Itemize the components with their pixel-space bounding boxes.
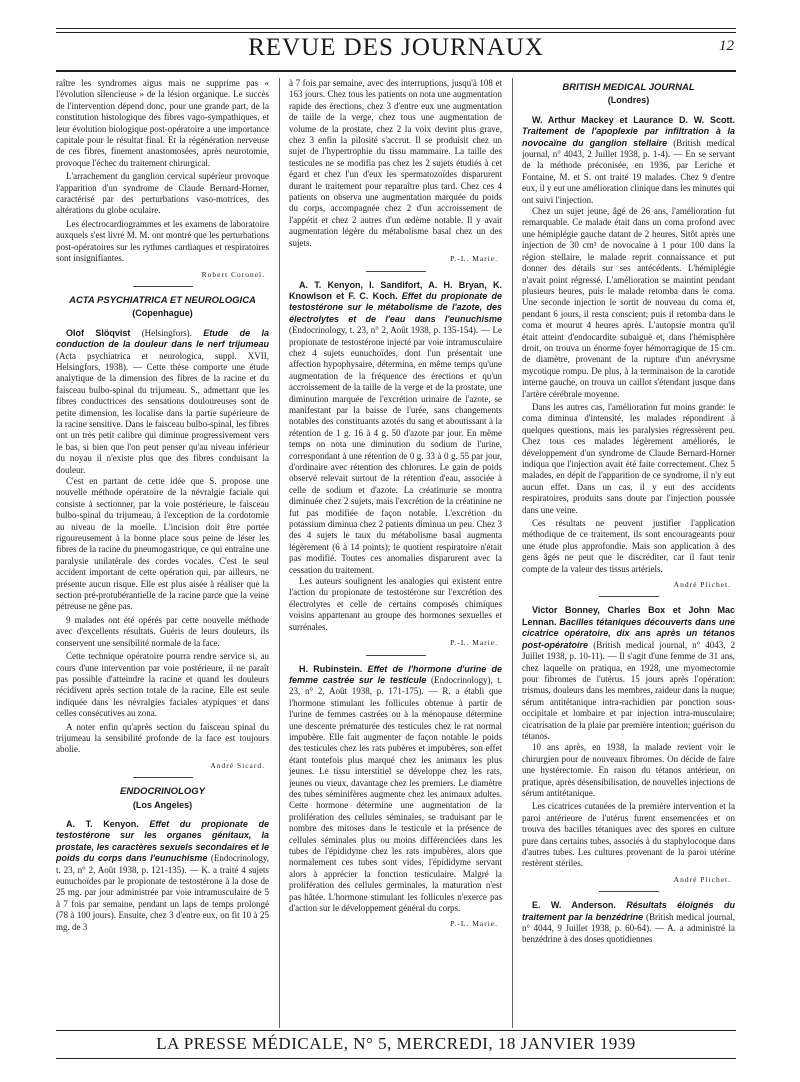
paragraph: 9 malades ont été opérés par cette nouvelle méthode avec d'excellents résultats. Guéris de leurs douleurs, ils conservent une sensibilité normale de la face. [56, 614, 269, 648]
journal-city: (Los Angeles) [132, 799, 193, 810]
paragraph: à 7 fois par semaine, avec des interruptions, jusqu'à 108 et 163 jours. Chez tous les patients on nota une augmentation rapide des érections, chez 3 d'entre eux une augmentation de taille de la verge, chez tous une augmentation de volume de la prostate, chez 2 la voix devint plus grave, chez 3 enfin la pilosité s'accrut. Il se produisit chez un sujet de l'hypertrophie du tissu mammaire. La taille des testicules ne se modifia pas chez les 2 sujets étudiés à cet égard et chez l'un d'eux les spermatozoïdes disparurent durant le traitement pour reparaître plus tard. Chez ces 4 patients on observa une augmentation marquée du poids du corps, accompagnée chez 2 d'un accroissement de l'appétit et chez 2 autres d'un œdème notable. Il y avait augmentation légère du métabolisme basal chez un des sujets. [289, 78, 502, 248]
article-reference: (Endocrinology), t. 23, n° 2, Août 1938, p. 171-175). [289, 674, 502, 697]
article-title: Traitement de l'apoplexie par infiltration à la novocaïne du ganglion stellaire [522, 126, 735, 148]
article-abstract-start: — Cette thèse comporte une étude analytique de la dimension des fibres de la racine et du faisceau bulbo-spinal du trijumeau. S., admettant que les fibres conductrices des sensations douloureuses sont de petite dimension, les localise dans la partie supérieure de la racine sensitive. Dans le faisceau bulbo-spinal, les fibres ont un très petit calibre qui diminue progressivement vers le bas, si bien que l'on peut penser qu'au niveau inférieur du noyau il n'existe plus que des fibres conduisant la douleur. [56, 361, 269, 475]
section-separator [599, 891, 659, 892]
article-abstract-start: — R. a établi que l'hormone stimulant les follicules obtenue à partir de l'urine de femmes castrées ou à la ménopause détermine une descente prématurée des testicules chez le rat normal impubère. Elle fait augmenter de façon notable le poids des testicules chez les rats pubères et impubères, son effet étant toutefois plus marqué chez les animaux les plus jeunes. Le tissu interstitiel se développe chez les rats, jeunes ou vieux, davantage chez les premiers. Le diamètre des tubes séminifères augmente chez les animaux adultes. Cette hormone détermine une augmentation de la prolifération des cellules séminales, se traduisant par le nombre des mitoses dans le testicule et la présence de cellules séminales plus ou moins différenciées dans les tubes de l'épididyme chez les rats impubères, alors que normalement ces tubes sont vides, l'épididyme servant alors à apprécier la fonction testiculaire. Malgré la prolifération des cellules germinales, la maturation n'est pas hâtée. L'hormone stimulant les follicules n'exerce pas d'action sur le développement général du corps. [289, 686, 502, 914]
column-2 [289, 78, 502, 1028]
page-footer: LA PRESSE MÉDICALE, N° 5, MERCREDI, 18 JANVIER 1939 [156, 1034, 636, 1053]
paragraph: L'arrachement du ganglion cervical supérieur provoque l'apparition d'un syndrome de Claude Bernard-Horner, caractérisé par des perturbations vaso-motrices, des altérations du globe oculaire. [56, 171, 269, 216]
paragraph: 10 ans après, en 1938, la malade revient voir le chirurgien pour de nouveaux fibromes. On décide de faire une hystérectomie. En raison du tétanos antérieur, on pratique, après désensibilisation, de nouvelles injections de sérum antitétanique. [522, 742, 735, 798]
article-abstract-start: — K. a traité 4 sujets eunuchoïdes par le propionate de testostérone à la dose de 25 mg. par jour administrée par voie intramusculaire de 5 à 7 fois par semaine, pendant un laps de temps prolongé (78 à 100 jours). Ensuite, chez 3 d'entre eux, on fit 10 à 25 mg. de 3 [56, 864, 269, 932]
paragraph: Les auteurs soulignent les analogies qui existent entre l'action du propionate de testostérone sur l'excrétion des électrolytes et celle de certains composés chimiques voisins appartenant au groupe des hormones sexuelles et surrénales. [289, 576, 502, 632]
article-title: Effet de l'hormone d'urine de femme castrée sur le testicule [289, 663, 502, 685]
journal-title: ACTA PSYCHIATRICA ET NEUROLOGICA [69, 294, 256, 306]
article-heading [56, 328, 269, 476]
article-reference: (British medical journal, n° 4043, 2 Juillet 1938, p. 1-4). [522, 137, 735, 160]
section-separator [366, 271, 426, 272]
article-heading [522, 115, 735, 206]
footer-rule-bottom [56, 1058, 736, 1059]
author-signature: André Plichet. [673, 874, 731, 884]
paragraph: Ces résultats ne peuvent justifier l'application méthodique de ce traitement, ils sont encourageants pour une étude plus approfondie. Mais son application à des gens âgés ne peut que le discréditer, car il faut tenir compte de la valeur des tissus artériels. [522, 518, 735, 574]
page [56, 24, 736, 1064]
article-title: Effet du propionate de testostérone sur les organes génitaux, la prostate, les caractères sexuels secondaires et le poids du corps dans l'eunuchisme [56, 818, 269, 864]
article-heading [522, 605, 735, 742]
article-abstract-start: — Il s'agit d'une femme de 31 ans, chez laquelle on pratiqua, en 1928, une myomectomie pour fibromes de l'utérus. 15 jours après l'opération: trismus, douleurs dans les membres, raideur dans la nuque; sérum antitétanique intra-rachidien par ponction sous-occipitale et lombaire et par injection intra-musculaire; cicatrisation de la plaie par première intention; guérison du tétanos. [522, 651, 735, 741]
header-rule [56, 70, 736, 72]
article-heading [289, 280, 502, 577]
journal-city: (Londres) [607, 95, 650, 106]
paragraph: Cette technique opératoire pourra rendre service si, au cours d'une intervention par voie postérieure, il ne paraît pas possible d'atteindre la racine et quand les douleurs récidivent après section totale de la racine. Elle est seule indiquée dans les névralgies faciales atypiques et dans celles consécutives au zona. [56, 651, 269, 719]
article-abstract-start: — A. a administré la benzédrine à des doses quotidiennes [522, 923, 735, 945]
paragraph: C'est en partant de cette idée que S. propose une nouvelle méthode opératoire de la névralgie faciale qui consiste à sectionner, par la voie postérieure, le faisceau bulbo-spinal du trijumeau, à l'exception de la cordotomie au niveau de la moelle. L'incision doit être portée rigoureusement à la bonne place sous peine de léser les fibres de la racine du pneumogastrique, ce qui entraîne une paralysie unilatérale des cordes vocales. C'est le seul accident important de cette opération qui, par ailleurs, ne présente aucun risque. Elle est plus aisée à réaliser que la section pré-protubérantielle de la racine parce que la veine pétreuse ne gêne pas. [56, 476, 269, 612]
column-3 [522, 78, 735, 1028]
article-columns [56, 78, 736, 1028]
article-abstract-start: — En se servant de la méthode préconisée, en 1936, par Leriche et Fontaine, M. et S. ont traité 19 malades. Chez 9 d'entre eux, il y eut une amélioration clinique dans les minutes qui ont suivi l'injection. [522, 149, 735, 205]
section-separator [133, 777, 193, 778]
article-heading [522, 900, 735, 946]
paragraph: Dans les autres cas, l'amélioration fut moins grande: le coma diminua d'intensité, les malades répondirent à quelques questions, mais les paralysies régressèrent peu. Chez tous ces malades légèrement améliorés, le développement d'un syndrome de Claude Bernard-Horner indiqua que l'injection avait été faite correctement. Chez 5 malades, en dépit de l'apparition de ce syndrome, il n'y eut aucun effet. Dans un cas, il y eut des accidents respiratoires, produits sans doute par l'injection poussée dans une veine. [522, 401, 735, 515]
article-authors: A. T. Kenyon, I. Sandifort, A. H. Bryan, K. Knowlson et F. C. Koch. [289, 279, 502, 301]
paragraph: Les cicatrices cutanées de la première intervention et la paroi antérieure de l'utérus furent ensemencées et on trouva des bacilles tétaniques avec des spores en culture pure dans certains tubes, associés à du staphylocoque dans d'autres tubes. Les cultures provenant de la paroi utérine restèrent stériles. [522, 801, 735, 869]
section-separator [599, 596, 659, 597]
paragraph: A noter enfin qu'après section du faisceau spinal du trijumeau la sensibilité profonde de la face est toujours abolie. [56, 721, 269, 755]
article-title: Résultats éloignés du traitement par la benzédrine [522, 900, 735, 922]
article-authors: H. Rubinstein. [299, 663, 363, 674]
article-title: Effet du propionate de testostérone sur le métabolisme de l'azote, des électrolytes et de l'eau dans l'eunuchisme [289, 290, 502, 324]
article-authors: Victor Bonney, Charles Box et John Mac Lennan. [522, 605, 735, 627]
footer-rule [56, 1030, 736, 1031]
paragraph: Les électrocardiogrammes et les examens de laboratoire auxquels s'est livré M. M. ont montré que les perturbations post-opératoires sur les rythmes cardiaques et respiratoires sont insignifiantes. [56, 218, 269, 264]
article-reference: (Acta psychiatrica et neurologica, suppl. XVII, Helsingfors, 1938). [56, 350, 269, 372]
author-signature: P.-L. Marie. [450, 254, 498, 264]
author-signature: Robert Coronel. [201, 269, 265, 279]
article-reference: (British medical journal, n° 4043, 2 Juillet 1938, p. 10-11). [522, 639, 735, 662]
article-authors: W. Arthur Mackey et Laurance D. W. Scott. [532, 114, 735, 125]
author-signature: P.-L. Marie. [450, 638, 498, 648]
article-place: (Helsingfors). [141, 327, 192, 338]
running-head: REVUE DES JOURNAUX [248, 34, 544, 61]
journal-title: ENDOCRINOLOGY [120, 786, 205, 798]
section-separator [366, 655, 426, 656]
article-heading [289, 664, 502, 915]
journal-title: BRITISH MEDICAL JOURNAL [562, 82, 695, 93]
article-reference: (Endocrinology, t. 23, n° 2, Août 1938, p. 135-154). [289, 325, 479, 336]
article-authors: A. T. Kenyon. [66, 818, 139, 829]
article-reference: (Endocrinology, t. 23, n° 2, Août 1938, p. 121-135). [56, 853, 269, 875]
page-number: 12 [719, 38, 734, 54]
article-abstract-start: — Le propionate de testostérone injecté par voie intramusculaire chez 4 sujets eunuchoïdes, dont l'un présentait une affection hypophysaire, détermina, en même temps qu'une augmentation de la fréquence des érections et qu'un accroissement de la taille de la verge et de la prostate, une diminution marquée de l'excrétion urinaire de l'azote, se manifestant par la baisse de l'urée, sans changements notables des constituants azotés du sang et aboutissant à la rétention de 1 g. 16 à 4 g. 50 d'azote par jour. En même temps on nota une diminution du sodium de l'urine, correspondant à une rétention de 0 g. 33 à 0 g. 55 par jour, d'ordinaire avec rétention des chlorures. Le gain de poids observé relevait surtout de la rétention d'eau, associée à celle de sodium et d'azote. La créatinurie se montra diminuée chez 2 sujets, mais l'excrétion de la créatinine ne fut pas modifiée de façon notable. L'excrétion du potassium diminua chez 2 patients diminua un peu. Chez 3 des 4 sujets le taux du métabolisme basal augmenta légèrement (6 à 14 points); le quotient respiratoire n'était pas modifié. Toutes ces anomalies disparurent avec la cessation du traitement. [289, 325, 502, 575]
article-heading [56, 819, 269, 933]
article-authors: E. W. Anderson. [532, 900, 616, 911]
top-rule-thin [56, 32, 736, 33]
article-title: Etude de la conduction de la douleur dans le nerf trijumeau [56, 327, 269, 350]
author-signature: P.-L. Marie. [450, 919, 498, 929]
column-1 [56, 78, 269, 1028]
section-separator [133, 286, 193, 287]
article-title: Bacilles tétaniques découverts dans une cicatrice opératoire, dix ans après un tétanos post-opératoire [522, 616, 735, 650]
article-authors: Olof Slöqvist [66, 327, 131, 338]
paragraph: raître les syndromes aigus mais ne supprime pas « l'évolution silencieuse » de la lésion organique. Le succès de l'intervention dépend donc, pour une grande part, de la constitution histologique des fibres vago-sympathiques, et leur évolution biologique post-opératoire a une importance capitale pour le résultat final. Et la régénération nerveuse de ces fibres, finement anastomosées, après neurotomie, provoque l'échec du traitement chirurgical. [56, 78, 269, 168]
paragraph: Chez un sujet jeune, âgé de 26 ans, l'amélioration fut remarquable. Ce malade était dans un coma profond avec une hémiplégie gauche datant de 2 heures. Sitôt après une injection de 30 cm³ de novocaïne à 1 pour 100 dans la région stellaire, le malade reprit connaissance et put donner des détails sur ses antécédents. L'hémiplégie n'avait point régressé. L'amélioration se maintint pendant plusieurs heures, puis le malade retomba dans le coma. Une seconde injection le sortit de nouveau du coma et, pendant 6 jours, il resta conscient; puis il retomba dans le coma et mourut 4 heures après. L'autopsie montra qu'il était atteint d'endocardite subaiguë et, dans l'hémisphère droit, on trouva un énorme foyer hémorragique de 15 cm. de diamètre, provenant de la rupture d'un anévrysme mycotique rompu. De plus, à la terminaison de la carotide interne gauche, on trouva un caillot s'étendant jusque dans l'artère cérébrale moyenne. [522, 206, 735, 399]
top-rule [56, 28, 736, 29]
author-signature: André Sicard. [210, 760, 265, 770]
article-reference: (British medical journal, n° 4044, 9 Juillet 1938, p. 60-64). [522, 911, 735, 934]
journal-city: (Copenhague) [132, 308, 193, 319]
author-signature: André Plichet. [673, 580, 731, 590]
